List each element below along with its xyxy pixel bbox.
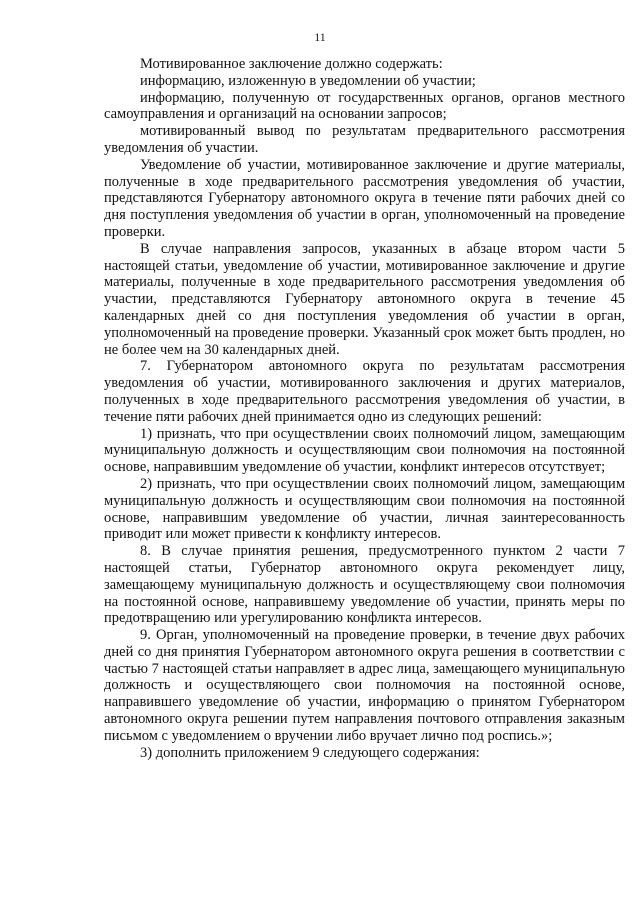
paragraph: мотивированный вывод по результатам предварительного рассмотрения уведомления об участии. [104, 123, 625, 156]
paragraph: 8. В случае принятия решения, предусмотренного пунктом 2 части 7 настоящей статьи, Губернатор автономного округа рекомендует лицу, замещающему муниципальную должность и осуществляющему свои полномочия на постоянной основе, направившему уведомление об участии, принять меры по предотвращению или урегулированию конфликта интересов. [104, 543, 625, 627]
paragraph: 1) признать, что при осуществлении своих полномочий лицом, замещающим муниципальную должность и осуществляющим свои полномочия на постоянной основе, направившим уведомление об участии, конфликт интересов отсутствует; [104, 425, 625, 476]
paragraph: 3) дополнить приложением 9 следующего содержания: [140, 744, 480, 761]
paragraph: информацию, изложенную в уведомлении об участии; [140, 72, 476, 89]
paragraph: 9. Орган, уполномоченный на проведение проверки, в течение двух рабочих дней со дня принятия Губернатором автономного округа решения в соответствии с частью 7 настоящей статьи направляет в адрес лица, замещающего муниципальную должность и осуществляющего свои полномочия на постоянной основе, направившего уведомление об участии, информацию о принятом Губернатором автономного округа решении путем направления почтового отправления заказным письмом с уведомлением о вручении либо вручает лично под роспись.»; [104, 627, 625, 744]
page-number: 11 [314, 30, 326, 44]
paragraph: 7. Губернатором автономного округа по результатам рассмотрения уведомления об участии, мотивированного заключения и других материалов, полученных в ходе предварительного рассмотрения уведомления об участии, в течение пяти рабочих дней принимается одно из следующих решений: [104, 358, 625, 425]
paragraph: Уведомление об участии, мотивированное заключение и другие материалы, полученные в ходе предварительного рассмотрения уведомления об участии, представляются Губернатору автономного округа в течение пяти рабочих дней со дня поступления уведомления об участии в орган, уполномоченный на проведение проверки. [104, 156, 625, 240]
paragraph: В случае направления запросов, указанных в абзаце втором части 5 настоящей статьи, уведомление об участии, мотивированное заключение и другие материалы, полученные в ходе предварительного рассмотрения уведомления об участии, представляются Губернатору автономного округа в течение 45 календарных дней со дня поступления уведомления об участии в орган, уполномоченный на проведение проверки. Указанный срок может быть продлен, но не более чем на 30 календарных дней. [104, 240, 625, 358]
paragraph: 2) признать, что при осуществлении своих полномочий лицом, замещающим муниципальную должность и осуществляющим свои полномочия на постоянной основе, направившим уведомление об участии, личная заинтересованность приводит или может привести к конфликту интересов. [104, 475, 625, 543]
paragraph: информацию, полученную от государственных органов, органов местного самоуправления и организаций на основании запросов; [104, 89, 625, 123]
document-body [104, 56, 625, 761]
paragraph: Мотивированное заключение должно содержать: [140, 56, 443, 72]
